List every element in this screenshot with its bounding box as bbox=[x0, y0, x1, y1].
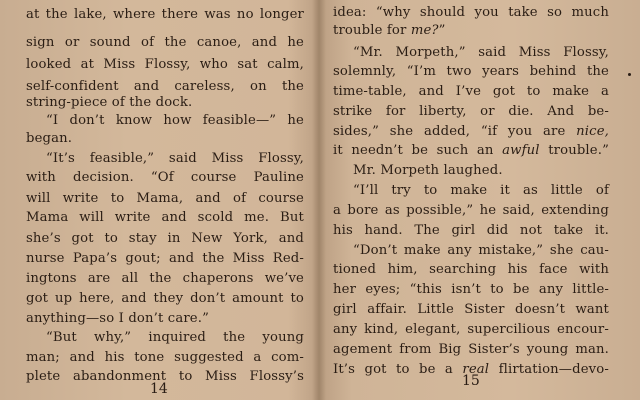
text-run: flirtation—devo- bbox=[489, 362, 609, 377]
text-line: time-table, and I’ve got to make a bbox=[333, 84, 609, 99]
text-line: “Don’t make any mistake,” she cau- bbox=[353, 243, 609, 258]
page-number: 15 bbox=[462, 373, 480, 389]
text-line: man; and his tone suggested a com- bbox=[26, 350, 304, 365]
text-line: with decision. “Of course Pauline bbox=[26, 170, 304, 185]
text-line: sign or sound of the canoe, and he bbox=[26, 35, 304, 50]
page-number: 14 bbox=[150, 381, 168, 397]
text-line: any kind, elegant, supercilious encour- bbox=[333, 322, 609, 337]
italic-run: nice, bbox=[576, 124, 609, 139]
text-line: “I don’t know how feasible—” he bbox=[46, 113, 304, 128]
text-line: string-piece of the dock. bbox=[26, 95, 193, 110]
text-line: “But why,” inquired the young bbox=[46, 330, 304, 345]
text-line: at the lake, where there was no longer bbox=[26, 7, 304, 22]
text-line: tioned him, searching his face with bbox=[333, 262, 609, 277]
text-line: nurse Papa’s gout; and the Miss Red- bbox=[26, 251, 304, 266]
text-line: self-confident and careless, on the bbox=[26, 79, 304, 94]
text-line: solemnly, “I’m two years behind the bbox=[333, 64, 609, 79]
text-line bbox=[333, 123, 609, 141]
text-line bbox=[333, 142, 609, 160]
italic-run: awful bbox=[502, 143, 540, 158]
text-line: will write to Mama, and of course bbox=[26, 191, 304, 206]
italic-run: me? bbox=[410, 23, 439, 38]
text-line: her eyes; “this isn’t to be any little- bbox=[333, 282, 609, 297]
text-line: anything—so I don’t care.” bbox=[26, 311, 209, 326]
ink-speck bbox=[628, 73, 631, 76]
book-gutter bbox=[312, 0, 326, 400]
text-line: Mama will write and scold me. But bbox=[26, 210, 304, 225]
text-line: a bore as possible,” he said, extending bbox=[333, 203, 609, 218]
text-run: It’s got to be a bbox=[333, 362, 463, 377]
text-run: ” bbox=[438, 23, 446, 38]
text-line: she’s got to stay in New York, and bbox=[26, 231, 304, 246]
italic-run: real bbox=[462, 362, 490, 377]
text-line: his hand. The girl did not take it. bbox=[333, 223, 609, 238]
text-run: sides,” she added, “if you are bbox=[333, 124, 577, 139]
text-line bbox=[333, 22, 609, 40]
text-line: looked at Miss Flossy, who sat calm, bbox=[26, 57, 304, 72]
text-line: Mr. Morpeth laughed. bbox=[353, 163, 503, 178]
text-run: trouble.” bbox=[539, 143, 609, 158]
text-line: began. bbox=[26, 131, 73, 146]
text-line: “It’s feasible,” said Miss Flossy, bbox=[46, 151, 304, 166]
text-line: got up here, and they don’t amount to bbox=[26, 291, 304, 306]
text-line: agement from Big Sister’s young man. bbox=[333, 342, 609, 357]
text-line: girl affair. Little Sister doesn’t want bbox=[333, 302, 609, 317]
text-run: trouble for bbox=[333, 23, 411, 38]
text-line: idea: “why should you take so much bbox=[333, 5, 609, 20]
text-line: plete abandonment to Miss Flossy’s bbox=[26, 369, 304, 384]
text-line: “Mr. Morpeth,” said Miss Flossy, bbox=[353, 45, 609, 60]
text-line: ingtons are all the chaperons we’ve bbox=[26, 271, 304, 286]
text-run: it needn’t be such an bbox=[333, 143, 503, 158]
text-line: strike for liberty, or die. And be- bbox=[333, 104, 609, 119]
text-line: “I’ll try to make it as little of bbox=[353, 183, 609, 198]
